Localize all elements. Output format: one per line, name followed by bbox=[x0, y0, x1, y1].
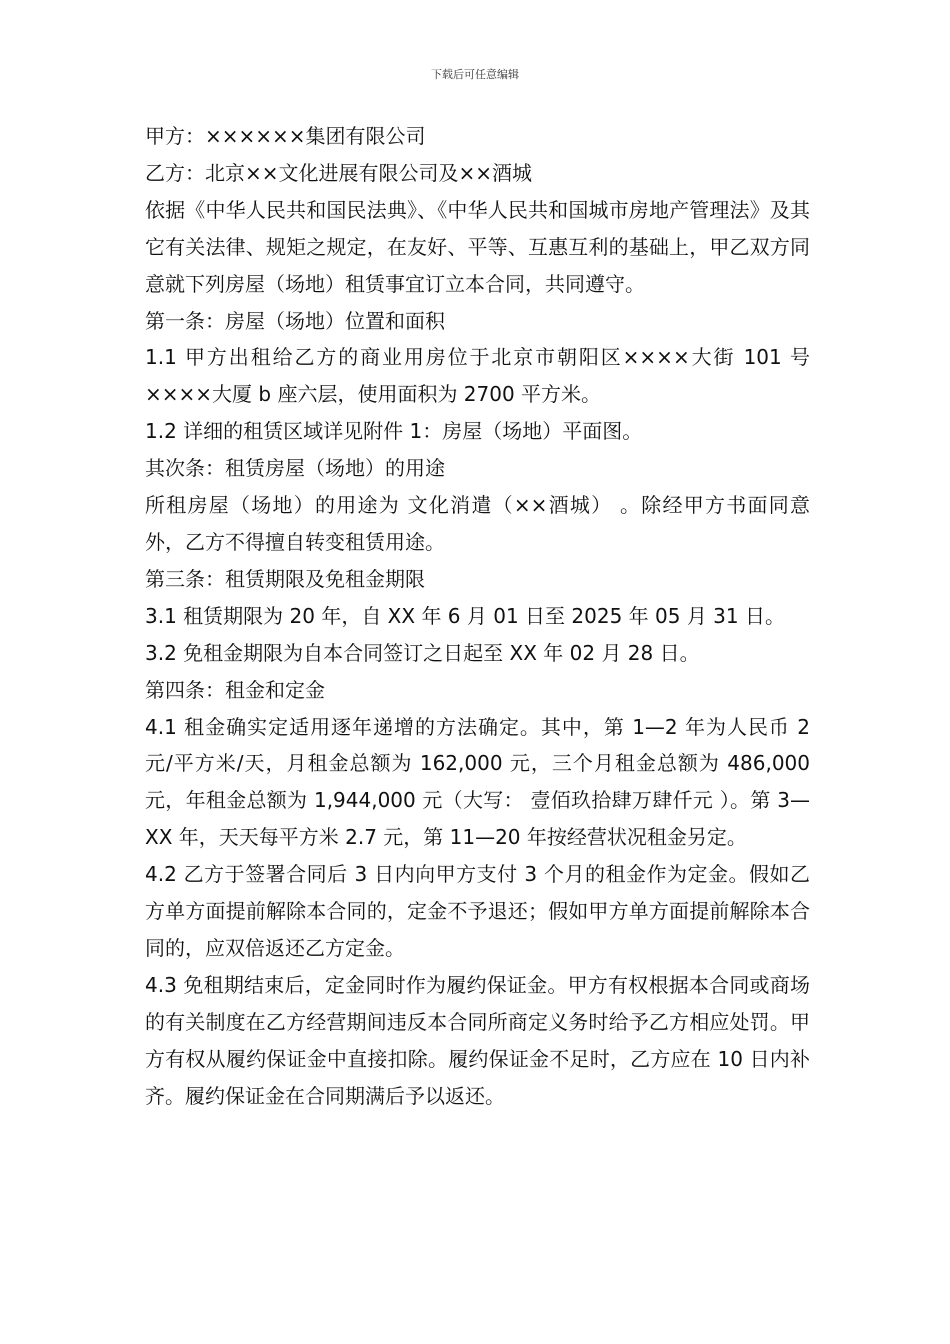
document-body bbox=[145, 118, 810, 1114]
clause-1-2: 1.2 详细的租赁区域详见附件 1：房屋（场地）平面图。 bbox=[145, 419, 643, 444]
article-3-heading: 第三条：租赁期限及免租金期限 bbox=[145, 566, 425, 591]
clause-4-3: 4.3 免租期结束后，定金同时作为履约保证金。甲方有权根据本合同或商场的有关制度在乙方经营期间违反本合同所商定义务时给予乙方相应处罚。甲方有权从履约保证金中直接扣除。履约保证金不足时，乙方应在 10 日内补齐。履约保证金在合同期满后予以返还。 bbox=[145, 972, 810, 1108]
article-4-heading: 第四条：租金和定金 bbox=[145, 677, 325, 702]
article-2-body: 所租房屋（场地）的用途为 文化消遣（××酒城） 。除经甲方书面同意外，乙方不得擅自转变租赁用途。 bbox=[145, 493, 810, 554]
clause-4-1: 4.1 租金确实定适用逐年递增的方法确定。其中，第 1—2 年为人民币 2 元/平方米/天，月租金总额为 162,000 元，三个月租金总额为 486,000 元，年租金总额为 1,944,000 元（大写： 壹佰玖拾肆万肆仟元 ）。第 3—XX 年，天天每平方米 2.7 元，第 11—20 年按经营状况租金另定。 bbox=[145, 714, 810, 850]
preamble-paragraph: 依据《中华人民共和国民法典》、《中华人民共和国城市房地产管理法》及其它有关法律、规矩之规定，在友好、平等、互惠互利的基础上，甲乙双方同意就下列房屋（场地）租赁事宜订立本合同，共同遵守。 bbox=[145, 197, 810, 296]
article-2-heading: 其次条：租赁房屋（场地）的用途 bbox=[145, 456, 445, 481]
clause-3-2: 3.2 免租金期限为自本合同签订之日起至 XX 年 02 月 28 日。 bbox=[145, 640, 700, 665]
article-1-heading: 第一条：房屋（场地）位置和面积 bbox=[145, 308, 445, 333]
clause-3-1: 3.1 租赁期限为 20 年，自 XX 年 6 月 01 日至 2025 年 05 月 31 日。 bbox=[145, 603, 785, 628]
party-b-line: 乙方：北京××文化进展有限公司及××酒城 bbox=[145, 160, 533, 185]
clause-4-2: 4.2 乙方于签署合同后 3 日内向甲方支付 3 个月的租金作为定金。假如乙方单方面提前解除本合同的，定金不予退还；假如甲方单方面提前解除本合同的，应双倍返还乙方定金。 bbox=[145, 862, 810, 960]
page-header: 下载后可任意编辑 bbox=[431, 68, 519, 81]
clause-1-1: 1.1 甲方出租给乙方的商业用房位于北京市朝阳区××××大街 101 号××××大厦 b 座六层，使用面积为 2700 平方米。 bbox=[145, 345, 810, 407]
party-a-line: 甲方：××××××集团有限公司 bbox=[145, 124, 426, 148]
